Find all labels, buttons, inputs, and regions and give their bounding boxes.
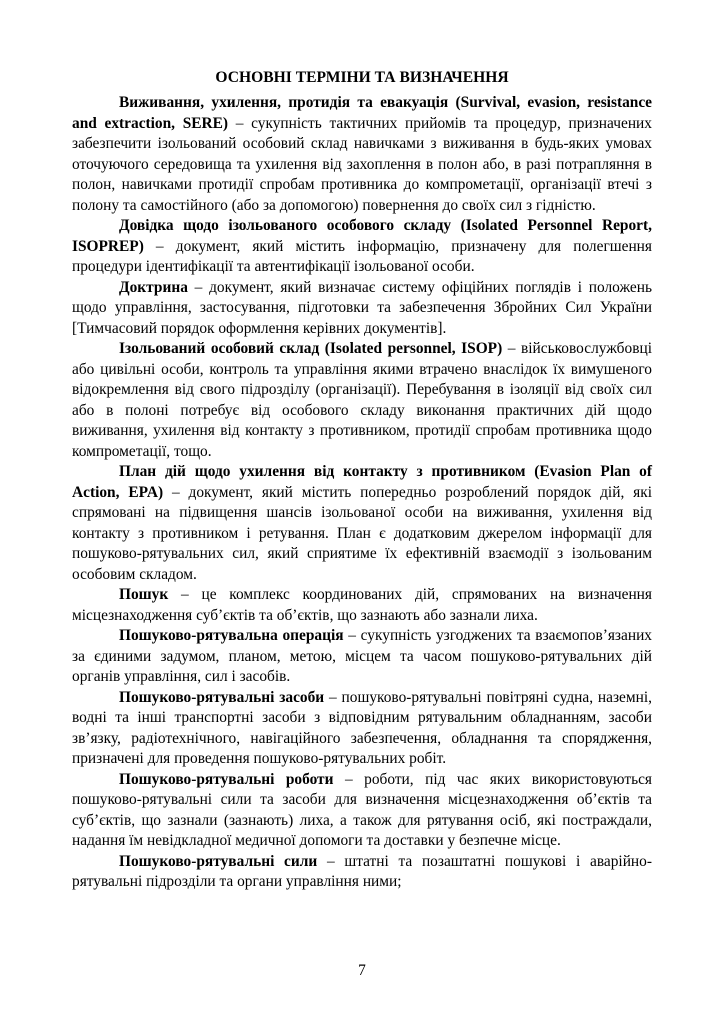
definition-sere	[72, 93, 652, 216]
definition-text: – це комплекс координованих дій, спрямованих на визначення місцезнаходження суб’єктів та об’єктів, що зазнають або зазнали лиха.	[72, 586, 652, 624]
term: Доктрина	[119, 278, 188, 296]
term: Пошуково-рятувальні сили	[119, 852, 318, 870]
definition-text: – пошуково-рятувальні повітряні судна, наземні, водні та інші транспортні засоби з відповідним рятувальним обладнанням, засоби зв’язку, радіотехнічного, навігаційного забезпечення, обладнання та спорядження, призначені для проведення пошуково-рятувальних робіт.	[72, 688, 652, 767]
definition-search	[72, 585, 652, 626]
term: Довідка щодо ізольованого особового складу (Isolated Personnel Report, ISOPREP)	[72, 217, 652, 255]
definition-isoprep	[72, 216, 652, 278]
term: Пошуково-рятувальні засоби	[119, 688, 325, 706]
term: Пошуково-рятувальні роботи	[119, 770, 334, 788]
term: Ізольований особовий склад (Isolated personnel, ISOP)	[119, 340, 503, 357]
definition-text: – роботи, під час яких використовуються пошуково-рятувальні сили та засоби для визначення місцезнаходження об’єктів та суб’єктів, що зазнали (зазнають) лиха, а також для рятування осіб, які постраждали, надання їм невідкладної медичної допомоги та доставки у безпечне місце.	[72, 770, 652, 849]
definition-text: – документ, який визначає систему офіційних поглядів і положень щодо управління, застосування, підготовки та забезпечення Збройних Сил України [Тимчасовий порядок оформлення керівних документів].	[72, 278, 652, 337]
definition-text: – штатні та позаштатні пошукові і аварійно-рятувальні підрозділи та органи управління ними;	[72, 852, 652, 890]
definition-isop	[72, 339, 652, 462]
definition-sar-operation	[72, 626, 652, 688]
document-page	[72, 68, 652, 893]
term: Виживання, ухилення, протидія та евакуація (Survival, evasion, resistance and extraction, SERE)	[72, 94, 652, 132]
definition-text: – сукупність узгоджених та взаємопов’язаних за єдиними задумом, планом, метою, місцем та часом пошуково-рятувальних дій органів управління, сил і засобів.	[72, 627, 652, 685]
definition-epa	[72, 462, 652, 585]
definition-text: – документ, який містить попередньо розроблений порядок дій, які спрямовані на підвищення шансів ізольованої особи на виживання, ухилення від контакту з противником і ретування. План є додатковим джерелом інформації для пошуково-рятувальних сил, який сприятиме їх ефективній взаємодії з ізольованим особовим складом.	[72, 483, 652, 583]
definition-sar-forces	[72, 852, 652, 893]
term: План дій щодо ухилення від контакту з противником (Evasion Plan of Action, EPA)	[72, 463, 652, 501]
definition-sar-means	[72, 688, 652, 770]
page-number: 7	[358, 962, 366, 979]
definition-text: – сукупність тактичних прийомів та процедур, призначених забезпечити ізольований особовий склад навичками з виживання в будь-яких умовах оточуючого середовища та ухилення від захоплення в полон або, в разі потрапляння в полон, навичками протидії спробам противника до компрометації, організації втечі з полону та самостійного (або за допомогою) повернення до своїх сил з гідністю.	[72, 114, 652, 214]
definition-text: – документ, який містить інформацію, призначену для полегшення процедури ідентифікації та автентифікації ізольованої особи.	[72, 237, 652, 275]
definition-sar-works	[72, 770, 652, 852]
definition-doctrine	[72, 278, 652, 340]
term: Пошук	[119, 586, 169, 603]
term: Пошуково-рятувальна операція	[119, 627, 344, 644]
definition-text: – військовослужбовці або цивільні особи, контроль та управління якими втрачено внаслідок їх вимушеного відокремлення від свого підрозділу (організації). Перебування в ізоляції від своїх сил або в полоні потребує від особового складу виконання практичних дій щодо виживання, ухилення від контакту з противником, протидії спробам противника щодо компрометації, тощо.	[72, 340, 652, 460]
page-title: ОСНОВНІ ТЕРМІНИ ТА ВИЗНАЧЕННЯ	[215, 69, 509, 86]
